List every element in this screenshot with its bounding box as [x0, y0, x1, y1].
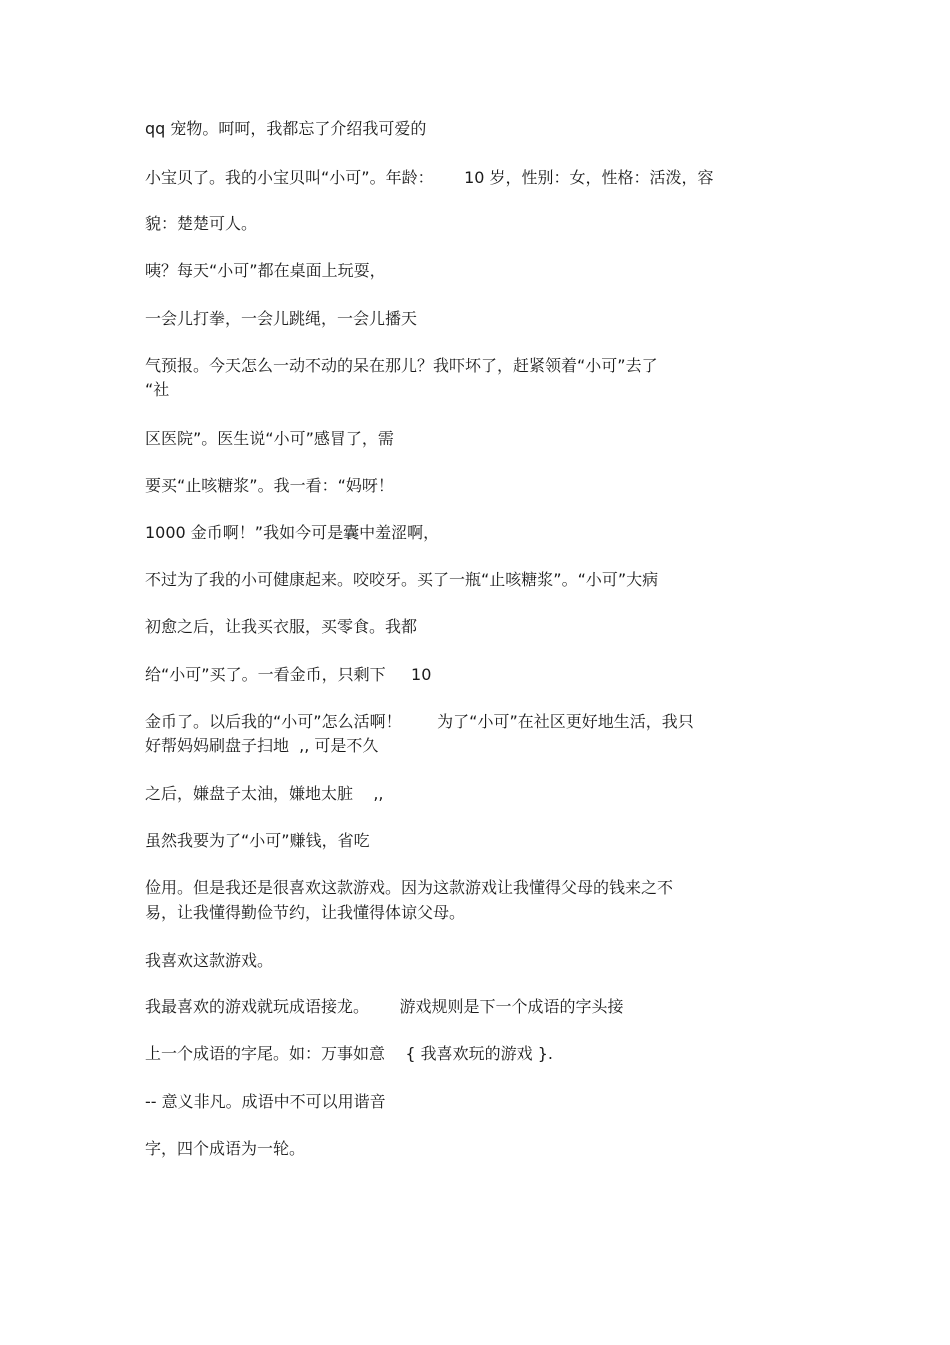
text-line: 初愈之后，让我买衣服，买零食。我都 — [145, 617, 418, 636]
text-line: 貌：楚楚可人。 — [145, 214, 258, 233]
text-line: 不过为了我的小可健康起来。咬咬牙。买了一瓶“止咳糖浆”。“小可”大病 — [145, 570, 659, 589]
text-line: “社 — [145, 380, 170, 399]
text-line: 气预报。今天怎么一动不动的呆在那儿？我吓坏了，赶紧领着“小可”去了 — [145, 356, 658, 375]
text-line: 一会儿打拳，一会儿跳绳，一会儿播天 — [145, 309, 418, 328]
text-line: 字，四个成语为一轮。 — [145, 1139, 306, 1158]
text-line: 好帮妈妈刷盘子扫地 ,, 可是不久 — [145, 736, 379, 755]
text-line: -- 意义非凡。成语中不可以用谐音 — [145, 1092, 386, 1111]
text-line: 俭用。但是我还是很喜欢这款游戏。因为这款游戏让我懂得父母的钱来之不 — [145, 878, 674, 897]
text-line: qq 宠物。呵呵，我都忘了介绍我可爱的 — [145, 119, 427, 138]
text-line: 区医院”。医生说“小可”感冒了，需 — [145, 429, 394, 448]
text-line: 之后，嫌盘子太油，嫌地太脏 ,, — [145, 784, 384, 803]
text-line: 1000 金币啊！”我如今可是囊中羞涩啊， — [145, 523, 440, 542]
text-line: 要买“止咳糖浆”。我一看：“妈呀！ — [145, 476, 394, 495]
text-line: 给“小可”买了。一看金币，只剩下 10 — [145, 665, 432, 684]
text-line: 小宝贝了。我的小宝贝叫“小可”。年龄： 10 岁，性别：女，性格：活泼，容 — [145, 168, 714, 187]
text-line: 虽然我要为了“小可”赚钱，省吃 — [145, 831, 370, 850]
text-line: 我最喜欢的游戏就玩成语接龙。 游戏规则是下一个成语的字头接 — [145, 997, 624, 1016]
text-line: 咦？每天“小可”都在桌面上玩耍， — [145, 261, 386, 280]
text-line: 我喜欢这款游戏。 — [145, 951, 274, 970]
text-line: 金币了。以后我的“小可”怎么活啊！ 为了“小可”在社区更好地生活，我只 — [145, 712, 694, 731]
text-line: 上一个成语的字尾。如：万事如意 { 我喜欢玩的游戏 }. — [145, 1044, 553, 1063]
text-line: 易，让我懂得勤俭节约，让我懂得体谅父母。 — [145, 903, 466, 922]
